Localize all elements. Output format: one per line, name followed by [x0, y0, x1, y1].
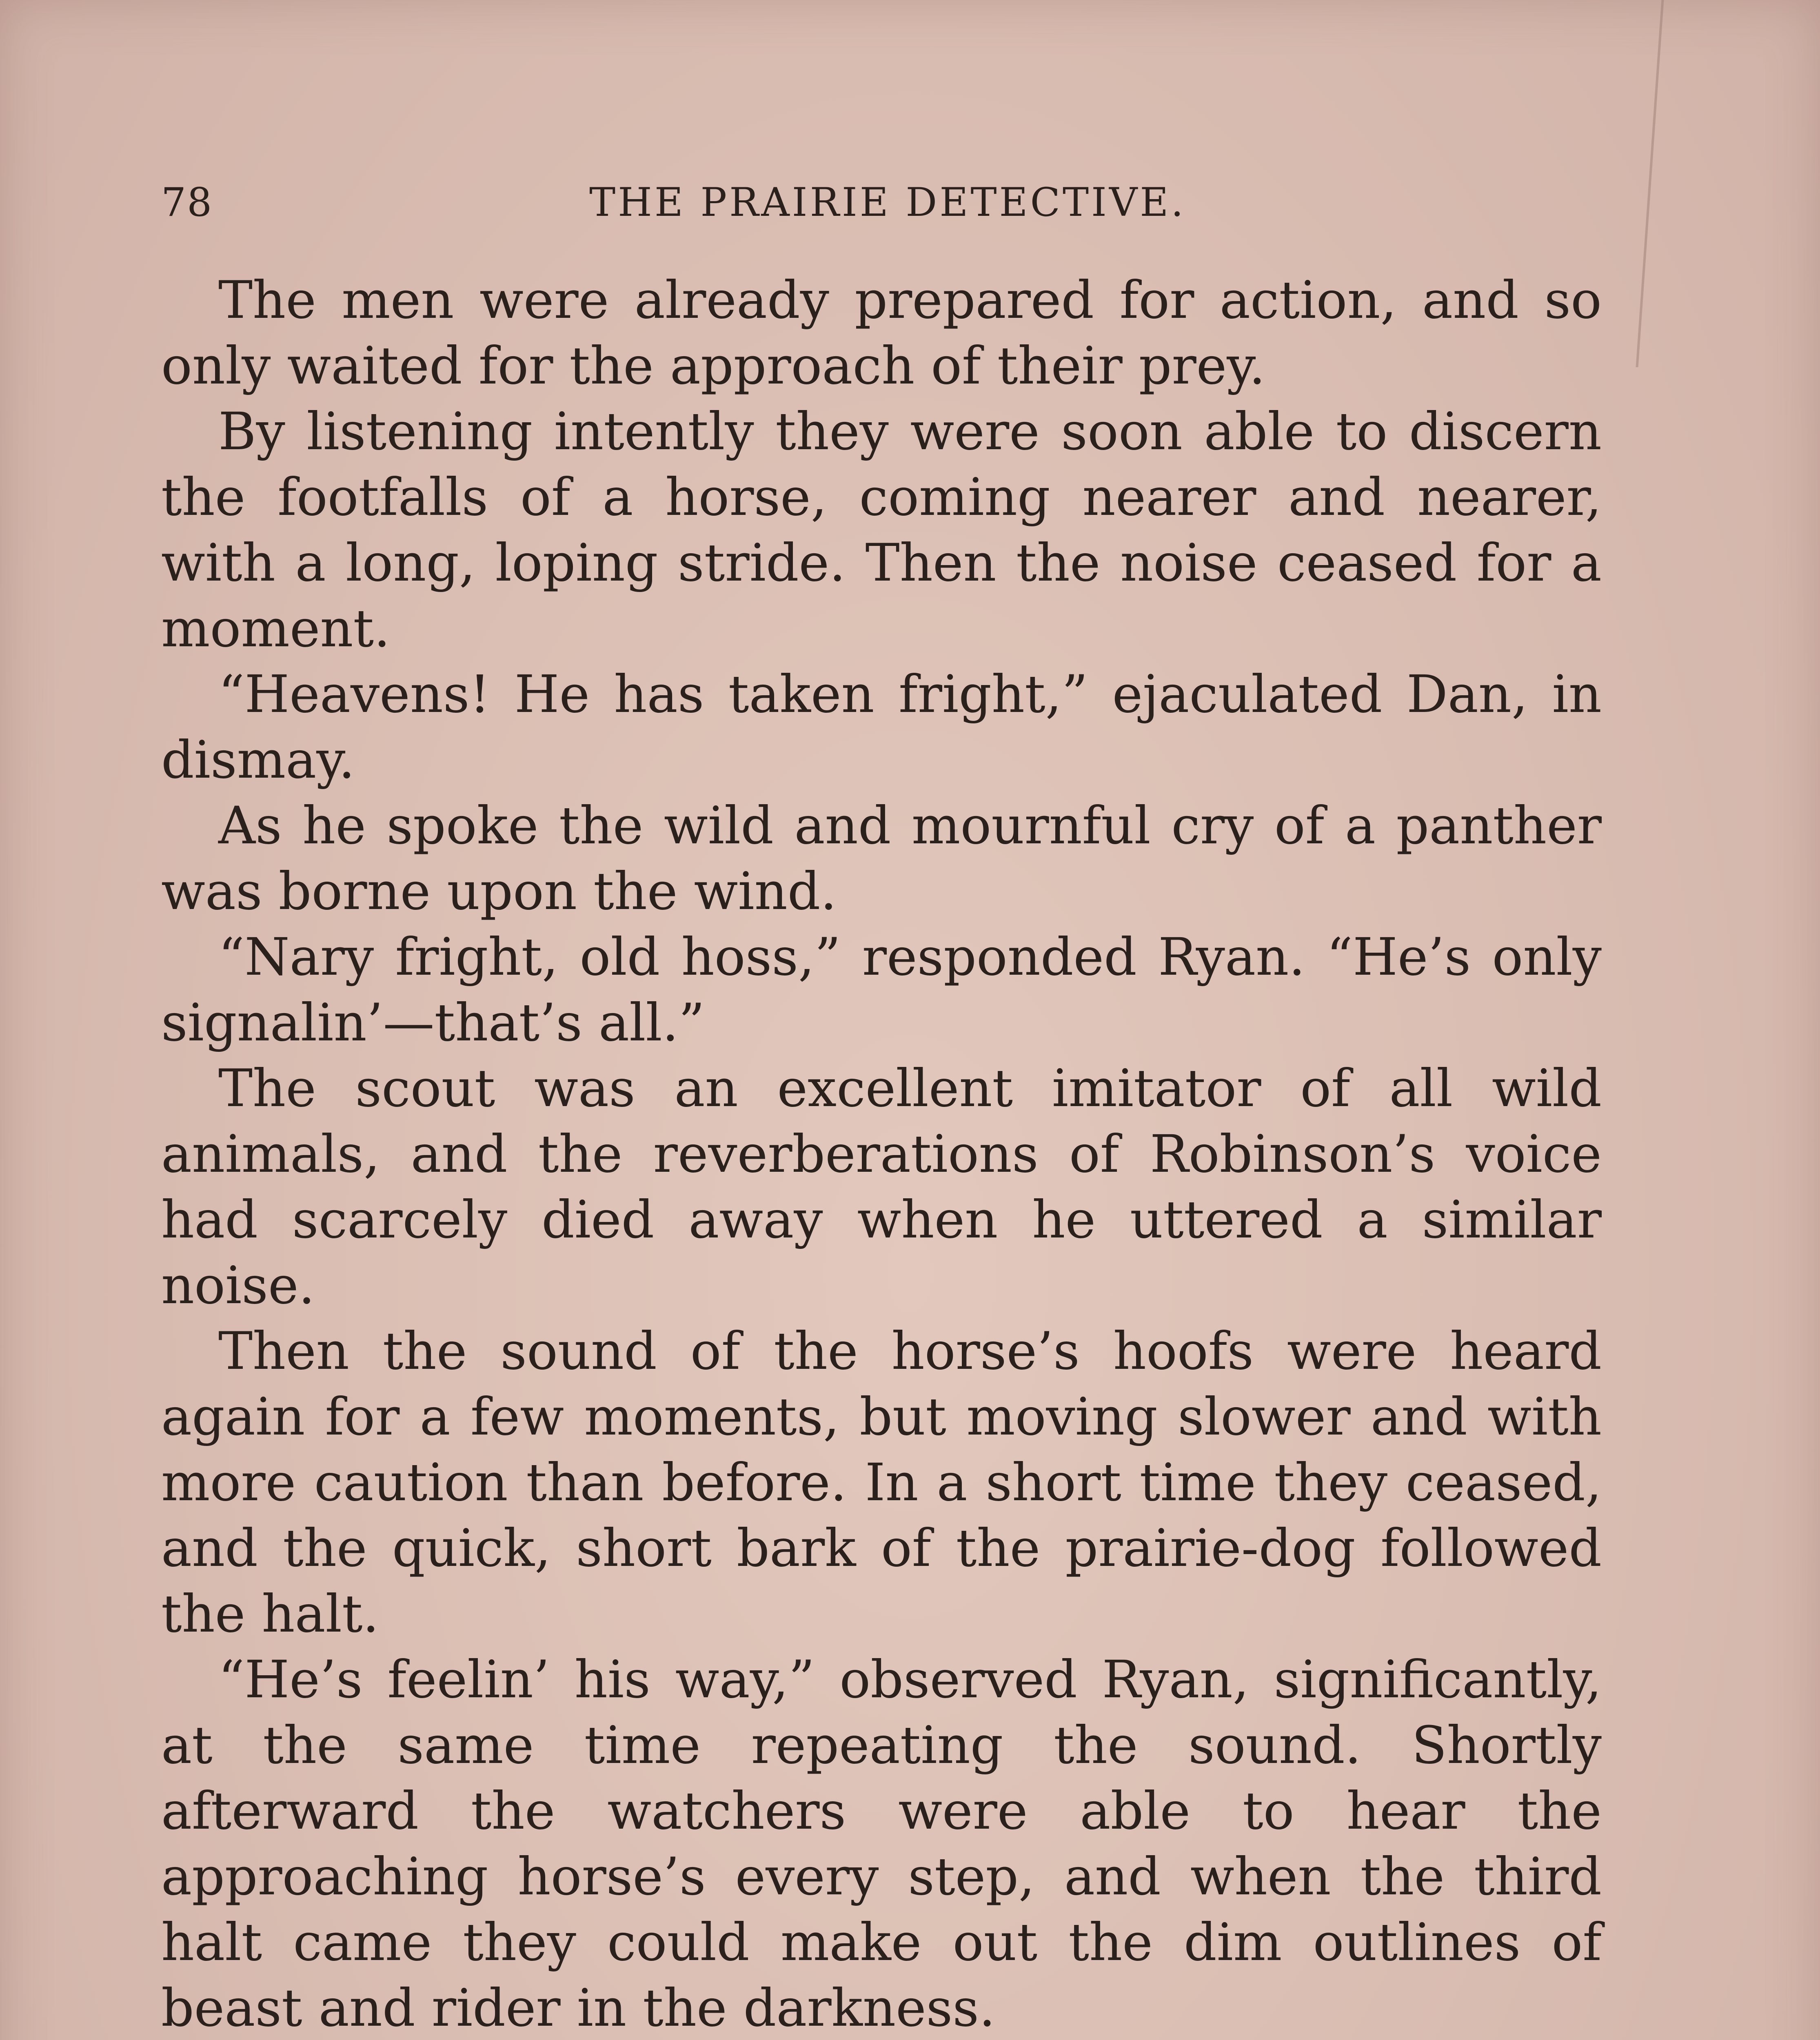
- paper-crease: [1636, 0, 1672, 367]
- paragraph: The men were already prepared for action, and so only waited for the approach of their prey.: [161, 270, 1602, 396]
- paragraph: “Heavens! He has taken fright,” ejaculated Dan, in dismay.: [161, 664, 1602, 790]
- paragraph: As he spoke the wild and mournful cry of a panther was borne upon the wind.: [161, 796, 1602, 921]
- paragraph: “He’s feelin’ his way,” observed Ryan, significantly, at the same time repeating the sound. Shortly afterward the watchers were able to hear the approaching horse’s every step, and when the third halt came they could make out the dim outlines of beast and rider in the darkness.: [161, 1650, 1602, 2038]
- paragraph: Then the sound of the horse’s hoofs were heard again for a few moments, but moving slower and with more caution than before. In a short time they ceased, and the quick, short bark of the prairie-dog followed the halt.: [161, 1321, 1602, 1644]
- paragraph: “Nary fright, old hoss,” responded Ryan. “He’s only signalin’—that’s all.”: [161, 927, 1602, 1053]
- page-number: 78: [161, 180, 213, 225]
- running-title: THE PRAIRIE DETECTIVE.: [589, 180, 1186, 225]
- paragraph: The scout was an excellent imitator of all wild animals, and the reverberations of Robinson’s voice had scarcely died away when he uttered a similar noise.: [161, 1058, 1602, 1315]
- paragraph: By listening intently they were soon able to discern the footfalls of a horse, coming nearer and nearer, with a long, loping stride. Then the noise ceased for a moment.: [161, 401, 1602, 659]
- page-header: [161, 171, 1614, 237]
- body-text: [161, 267, 1602, 2040]
